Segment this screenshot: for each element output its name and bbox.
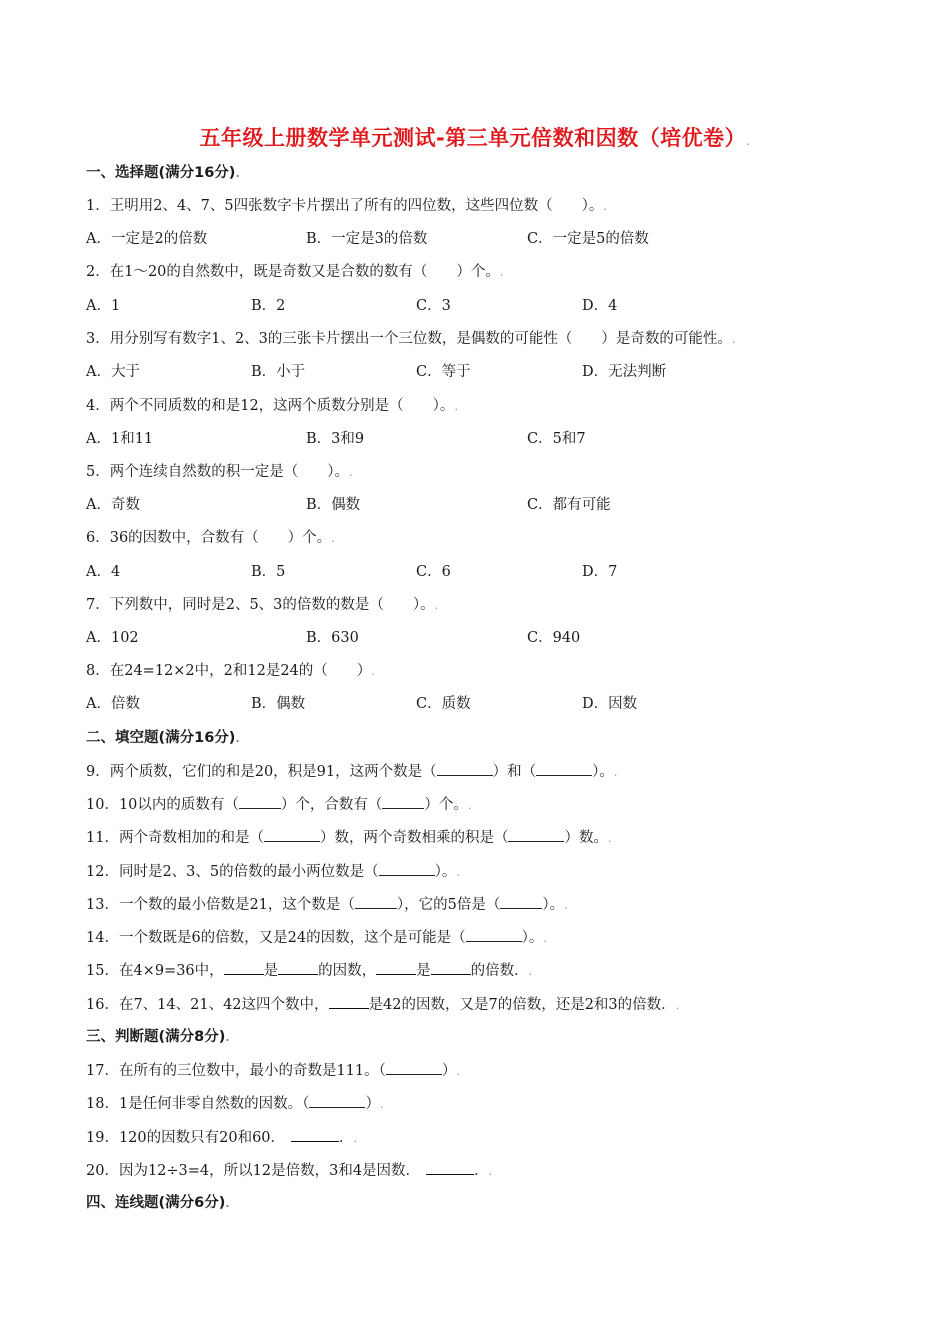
answer-blank[interactable] [466,927,522,942]
answer-blank[interactable] [437,761,493,776]
question-17: 17．在所有的三位数中，最小的奇数是111。（ ）. [86,1060,460,1082]
q5-option-c[interactable]: C．都有可能 [527,497,611,513]
q2-option-c[interactable]: C．3 [416,298,451,314]
answer-blank[interactable] [224,960,264,975]
answer-blank[interactable] [329,994,369,1009]
q8-option-a[interactable]: A．倍数 [86,696,140,712]
q8-option-d[interactable]: D．因数 [582,696,638,712]
question-6: 6．36的因数中，合数有（ ）个。. [86,530,335,546]
q3-option-d[interactable]: D．无法判断 [582,364,667,380]
question-16: 16．在7、14、21、42这四个数中， 是42的因数，又是7的倍数，还是2和3的倍数．. [86,994,679,1016]
q7-option-a[interactable]: A．102 [86,630,139,646]
q2-option-d[interactable]: D．4 [582,298,618,314]
q1-option-c[interactable]: C．一定是5的倍数 [527,231,649,247]
question-4: 4．两个不同质数的和是12，这两个质数分别是（ ）。. [86,398,458,414]
q8-option-c[interactable]: C．质数 [416,696,471,712]
q2-option-a[interactable]: A．1 [86,298,121,314]
answer-blank[interactable] [355,894,397,909]
answer-blank[interactable] [278,960,318,975]
q2-option-b[interactable]: B．2 [251,298,286,314]
q6-option-d[interactable]: D．7 [582,564,618,580]
q3-option-a[interactable]: A．大于 [86,364,140,380]
answer-blank[interactable] [309,1093,365,1108]
q5-option-b[interactable]: B．偶数 [306,497,361,513]
answer-blank[interactable] [264,827,320,842]
q1-option-a[interactable]: A．一定是2的倍数 [86,231,208,247]
q6-option-a[interactable]: A．4 [86,564,121,580]
q3-option-c[interactable]: C．等于 [416,364,471,380]
q4-option-a[interactable]: A．1和11 [86,431,154,447]
answer-blank[interactable] [536,761,592,776]
question-3: 3．用分别写有数字1、2、3的三张卡片摆出一个三位数，是偶数的可能性（ ）是奇数的可能性。. [86,331,736,347]
question-14: 14．一个数既是6的倍数，又是24的因数，这个是可能是（ ）。. [86,927,547,949]
question-15: 15．在4×9=36中， 是 的因数， 是 的倍数．. [86,960,532,982]
q6-option-c[interactable]: C．6 [416,564,451,580]
answer-blank[interactable] [379,861,435,876]
answer-blank[interactable] [291,1127,339,1142]
q5-option-a[interactable]: A．奇数 [86,497,140,513]
q1-option-b[interactable]: B．一定是3的倍数 [306,231,428,247]
answer-blank[interactable] [500,894,542,909]
question-20: 20．因为12÷3=4，所以12是倍数，3和4是因数． ．. [86,1160,492,1182]
document-title: 五年级上册数学单元测试-第三单元倍数和因数（培优卷）. [199,126,751,150]
q7-option-b[interactable]: B．630 [306,630,359,646]
section-heading-true-false: 三、判断题(满分8分). [86,1029,230,1045]
answer-blank[interactable] [376,960,416,975]
answer-blank[interactable] [386,1060,442,1075]
q4-option-c[interactable]: C．5和7 [527,431,586,447]
question-13: 13．一个数的最小倍数是21，这个数是（ ），它的5倍是（ ）。. [86,894,568,916]
section-heading-fill-blank: 二、填空题(满分16分). [86,730,240,746]
question-7: 7．下列数中，同时是2、5、3的倍数的数是（ ）。. [86,597,439,613]
question-5: 5．两个连续自然数的积一定是（ ）。. [86,464,353,480]
question-2: 2．在1～20的自然数中，既是奇数又是合数的数有（ ）个。. [86,264,504,280]
answer-blank[interactable] [382,794,424,809]
question-19: 19．120的因数只有20和60． ．. [86,1127,357,1149]
question-8: 8．在24=12×2中，2和12是24的（ ）. [86,663,375,679]
answer-blank[interactable] [239,794,281,809]
answer-blank[interactable] [508,827,564,842]
question-18: 18．1是任何非零自然数的因数。（ ）. [86,1093,383,1115]
q8-option-b[interactable]: B．偶数 [251,696,306,712]
question-9: 9．两个质数，它们的和是20，积是91，这两个数是（ ）和（ ）。. [86,761,617,783]
title-text: 五年级上册数学单元测试-第三单元倍数和因数（培优卷） [199,126,747,150]
section-heading-matching: 四、连线题(满分6分). [86,1195,230,1211]
answer-blank[interactable] [431,960,471,975]
q4-option-b[interactable]: B．3和9 [306,431,365,447]
answer-blank[interactable] [426,1160,474,1175]
q3-option-b[interactable]: B．小于 [251,364,306,380]
question-10: 10．10以内的质数有（ ）个，合数有（ ）个。. [86,794,471,816]
question-11: 11．两个奇数相加的和是（ ）数，两个奇数相乘的积是（ ）数。. [86,827,611,849]
q7-option-c[interactable]: C．940 [527,630,581,646]
q6-option-b[interactable]: B．5 [251,564,286,580]
section-heading-choice: 一、选择题(满分16分). [86,165,240,181]
question-1: 1．王明用2、4、7、5四张数字卡片摆出了所有的四位数，这些四位数（ ）。. [86,198,607,214]
question-12: 12．同时是2、3、5的倍数的最小两位数是（ ）。. [86,861,460,883]
